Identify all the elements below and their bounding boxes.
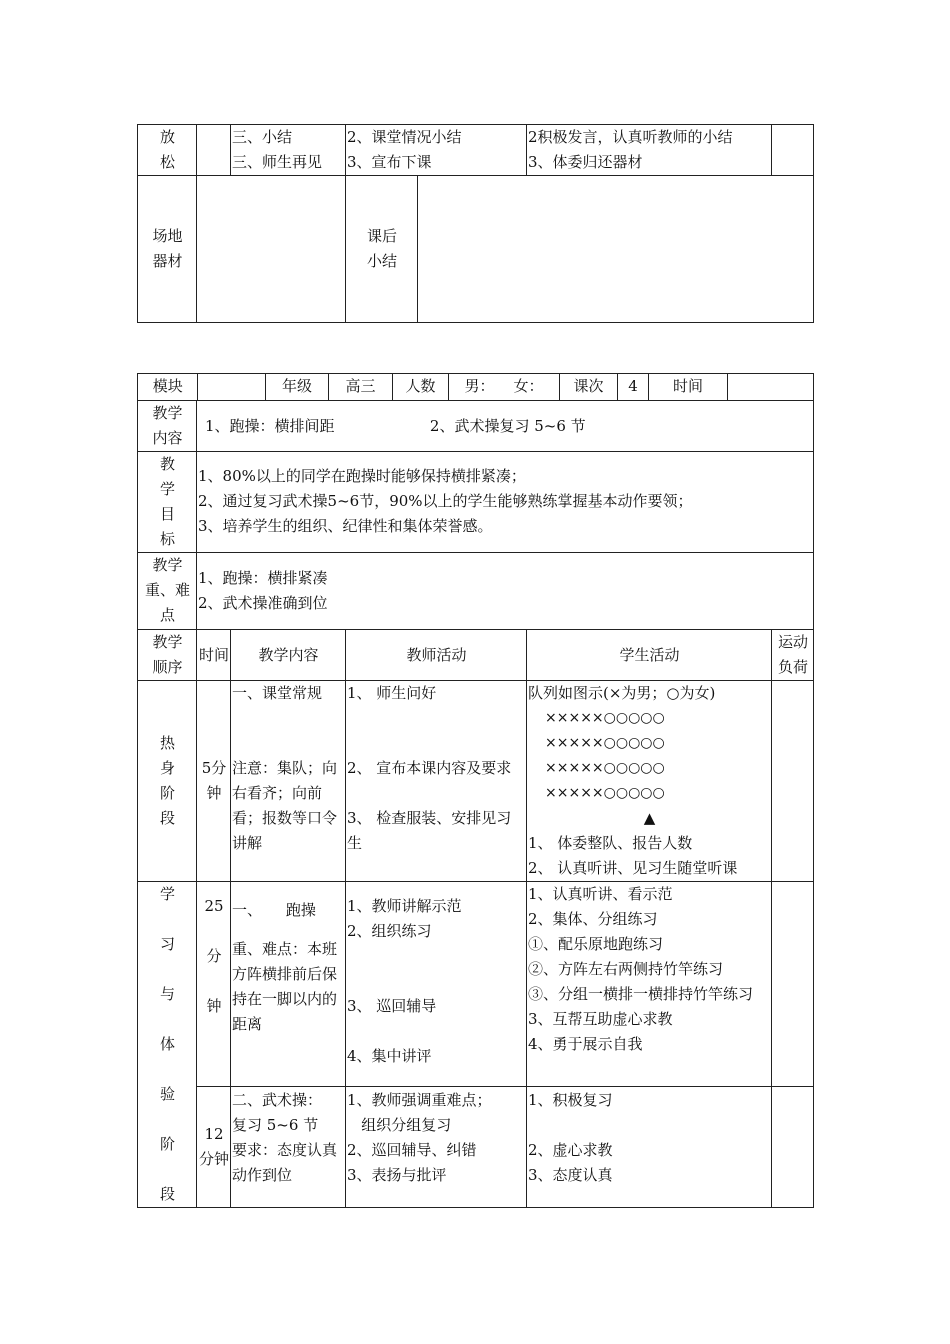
running-content-title: 一、 跑操 (232, 901, 316, 919)
wushu-content: 二、武术操： 复习 5~6 节 要求：态度认真 动作到位 (231, 1087, 346, 1208)
formation-row: ×××××○○○○○ (545, 735, 665, 751)
student-count-label: 人数 (392, 374, 448, 400)
lesson-number-label: 课次 (559, 374, 617, 400)
column-header-time: 时间 (197, 630, 231, 681)
key-point: 1、跑操：横排紧凑 (198, 569, 328, 587)
venue-equipment-label: 场地 器材 (138, 176, 197, 323)
time-value (727, 374, 814, 400)
student-activity-item: ③、分组一横排一横排持竹竿练习 (528, 985, 754, 1003)
teacher-activity-item: 3、 检查服装、安排见习生 (347, 809, 512, 852)
formation-diagram (528, 706, 771, 806)
running-load (772, 882, 814, 1087)
relax-load-cell (772, 125, 814, 176)
module-label: 模块 (138, 374, 197, 400)
relax-stage-label: 放 松 (138, 125, 197, 176)
student-activity-item: 3、互帮互助虚心求教 (528, 1010, 673, 1028)
key-point: 2、武术操准确到位 (198, 594, 328, 612)
warmup-load (772, 681, 814, 882)
relax-time-cell (197, 125, 231, 176)
student-activity-item: 2、集体、分组练习 (528, 910, 658, 928)
relax-content: 三、小结 三、师生再见 (231, 125, 346, 176)
venue-equipment-value (197, 176, 346, 323)
lesson-plan-table-top (137, 124, 814, 323)
teaching-content-value: 1、跑操：横排间距 2、武术操复习 5~6 节 (197, 401, 814, 452)
warmup-content (231, 681, 346, 882)
wushu-time: 12 分钟 (197, 1087, 231, 1208)
teacher-activity-item: 2、组织练习 (347, 922, 432, 940)
running-student-activity (527, 882, 772, 1087)
column-header-order: 教学 顺序 (138, 630, 197, 681)
lesson-plan-table-main (137, 373, 814, 1208)
formation-row: ×××××○○○○○ (545, 785, 665, 801)
running-teacher-activity (346, 882, 527, 1087)
grade-value: 高三 (328, 374, 392, 400)
student-activity-item: 2、 认真听讲、见习生随堂听课 (528, 859, 738, 877)
running-content-key: 重、难点：本班方阵横排前后保持在一脚以内的距离 (232, 940, 338, 1033)
key-points-label: 教学 重、难 点 (138, 553, 197, 630)
teacher-activity-item: 4、集中讲评 (347, 1047, 432, 1065)
teacher-activity-item: 1、 师生问好 (347, 684, 437, 702)
header-row (138, 374, 814, 400)
time-label: 时间 (648, 374, 727, 400)
after-class-summary-label: 课后 小结 (346, 176, 418, 323)
student-activity-item: 1、 体委整队、报告人数 (528, 834, 693, 852)
teacher-position-triangle-icon: ▲ (643, 809, 656, 827)
column-header-teacher: 教师活动 (346, 630, 527, 681)
warmup-stage-label: 热 身 阶 段 (138, 681, 197, 882)
relax-teacher-activity: 2、课堂情况小结 3、宣布下课 (346, 125, 527, 176)
relax-student-activity: 2积极发言，认真听教师的小结 3、体委归还器材 (527, 125, 772, 176)
student-activity-item: ②、方阵左右两侧持竹竿练习 (528, 960, 724, 978)
column-header-load: 运动 负荷 (772, 630, 814, 681)
student-activity-item: 1、认真听讲、看示范 (528, 885, 673, 903)
teacher-activity-item: 3、 巡回辅导 (347, 997, 437, 1015)
teaching-goal: 1、80%以上的同学在跑操时能够保持横排紧凑； (198, 467, 526, 485)
formation-row: ×××××○○○○○ (545, 710, 665, 726)
wushu-load (772, 1087, 814, 1208)
warmup-content-notes: 注意：集队；向右看齐；向前看；报数等口令讲解 (232, 759, 338, 852)
key-points-list (197, 553, 814, 630)
wushu-student-activity: 1、积极复习 2、虚心求教 3、态度认真 (527, 1087, 772, 1208)
teacher-activity-item: 1、教师讲解示范 (347, 897, 462, 915)
warmup-student-activity (527, 681, 772, 882)
student-activity-item: 4、勇于展示自我 (528, 1035, 643, 1053)
warmup-teacher-activity (346, 681, 527, 882)
running-content (231, 882, 346, 1087)
lesson-number-value: 4 (617, 374, 648, 400)
wushu-teacher-activity: 1、教师强调重难点； 组织分组复习 2、巡回辅导、纠错 3、表扬与批评 (346, 1087, 527, 1208)
column-header-content: 教学内容 (231, 630, 346, 681)
teaching-content-label: 教学 内容 (138, 401, 197, 452)
after-class-summary-value (418, 176, 814, 323)
grade-label: 年级 (265, 374, 328, 400)
student-activity-item: ①、配乐原地跑练习 (528, 935, 664, 953)
formation-title: 队列如图示(×为男；○为女) (528, 684, 716, 702)
learning-stage-label: 学 习 与 体 验 阶 段 (138, 882, 197, 1208)
column-header-student: 学生活动 (527, 630, 772, 681)
running-time: 25 分 钟 (197, 882, 231, 1087)
teaching-goal: 3、培养学生的组织、纪律性和集体荣誉感。 (198, 517, 493, 535)
module-value (197, 374, 265, 400)
teaching-goals-label: 教 学 目 标 (138, 452, 197, 553)
teacher-activity-item: 2、 宣布本课内容及要求 (347, 759, 512, 777)
formation-row: ×××××○○○○○ (545, 760, 665, 776)
teaching-goals-list (197, 452, 814, 553)
teaching-goal: 2、通过复习武术操5~6节，90%以上的学生能够熟练掌握基本动作要领； (198, 492, 693, 510)
warmup-content-routine: 一、课堂常规 (232, 684, 323, 702)
gender-count-value: 男： 女： (448, 374, 559, 400)
warmup-time: 5分 钟 (197, 681, 231, 882)
